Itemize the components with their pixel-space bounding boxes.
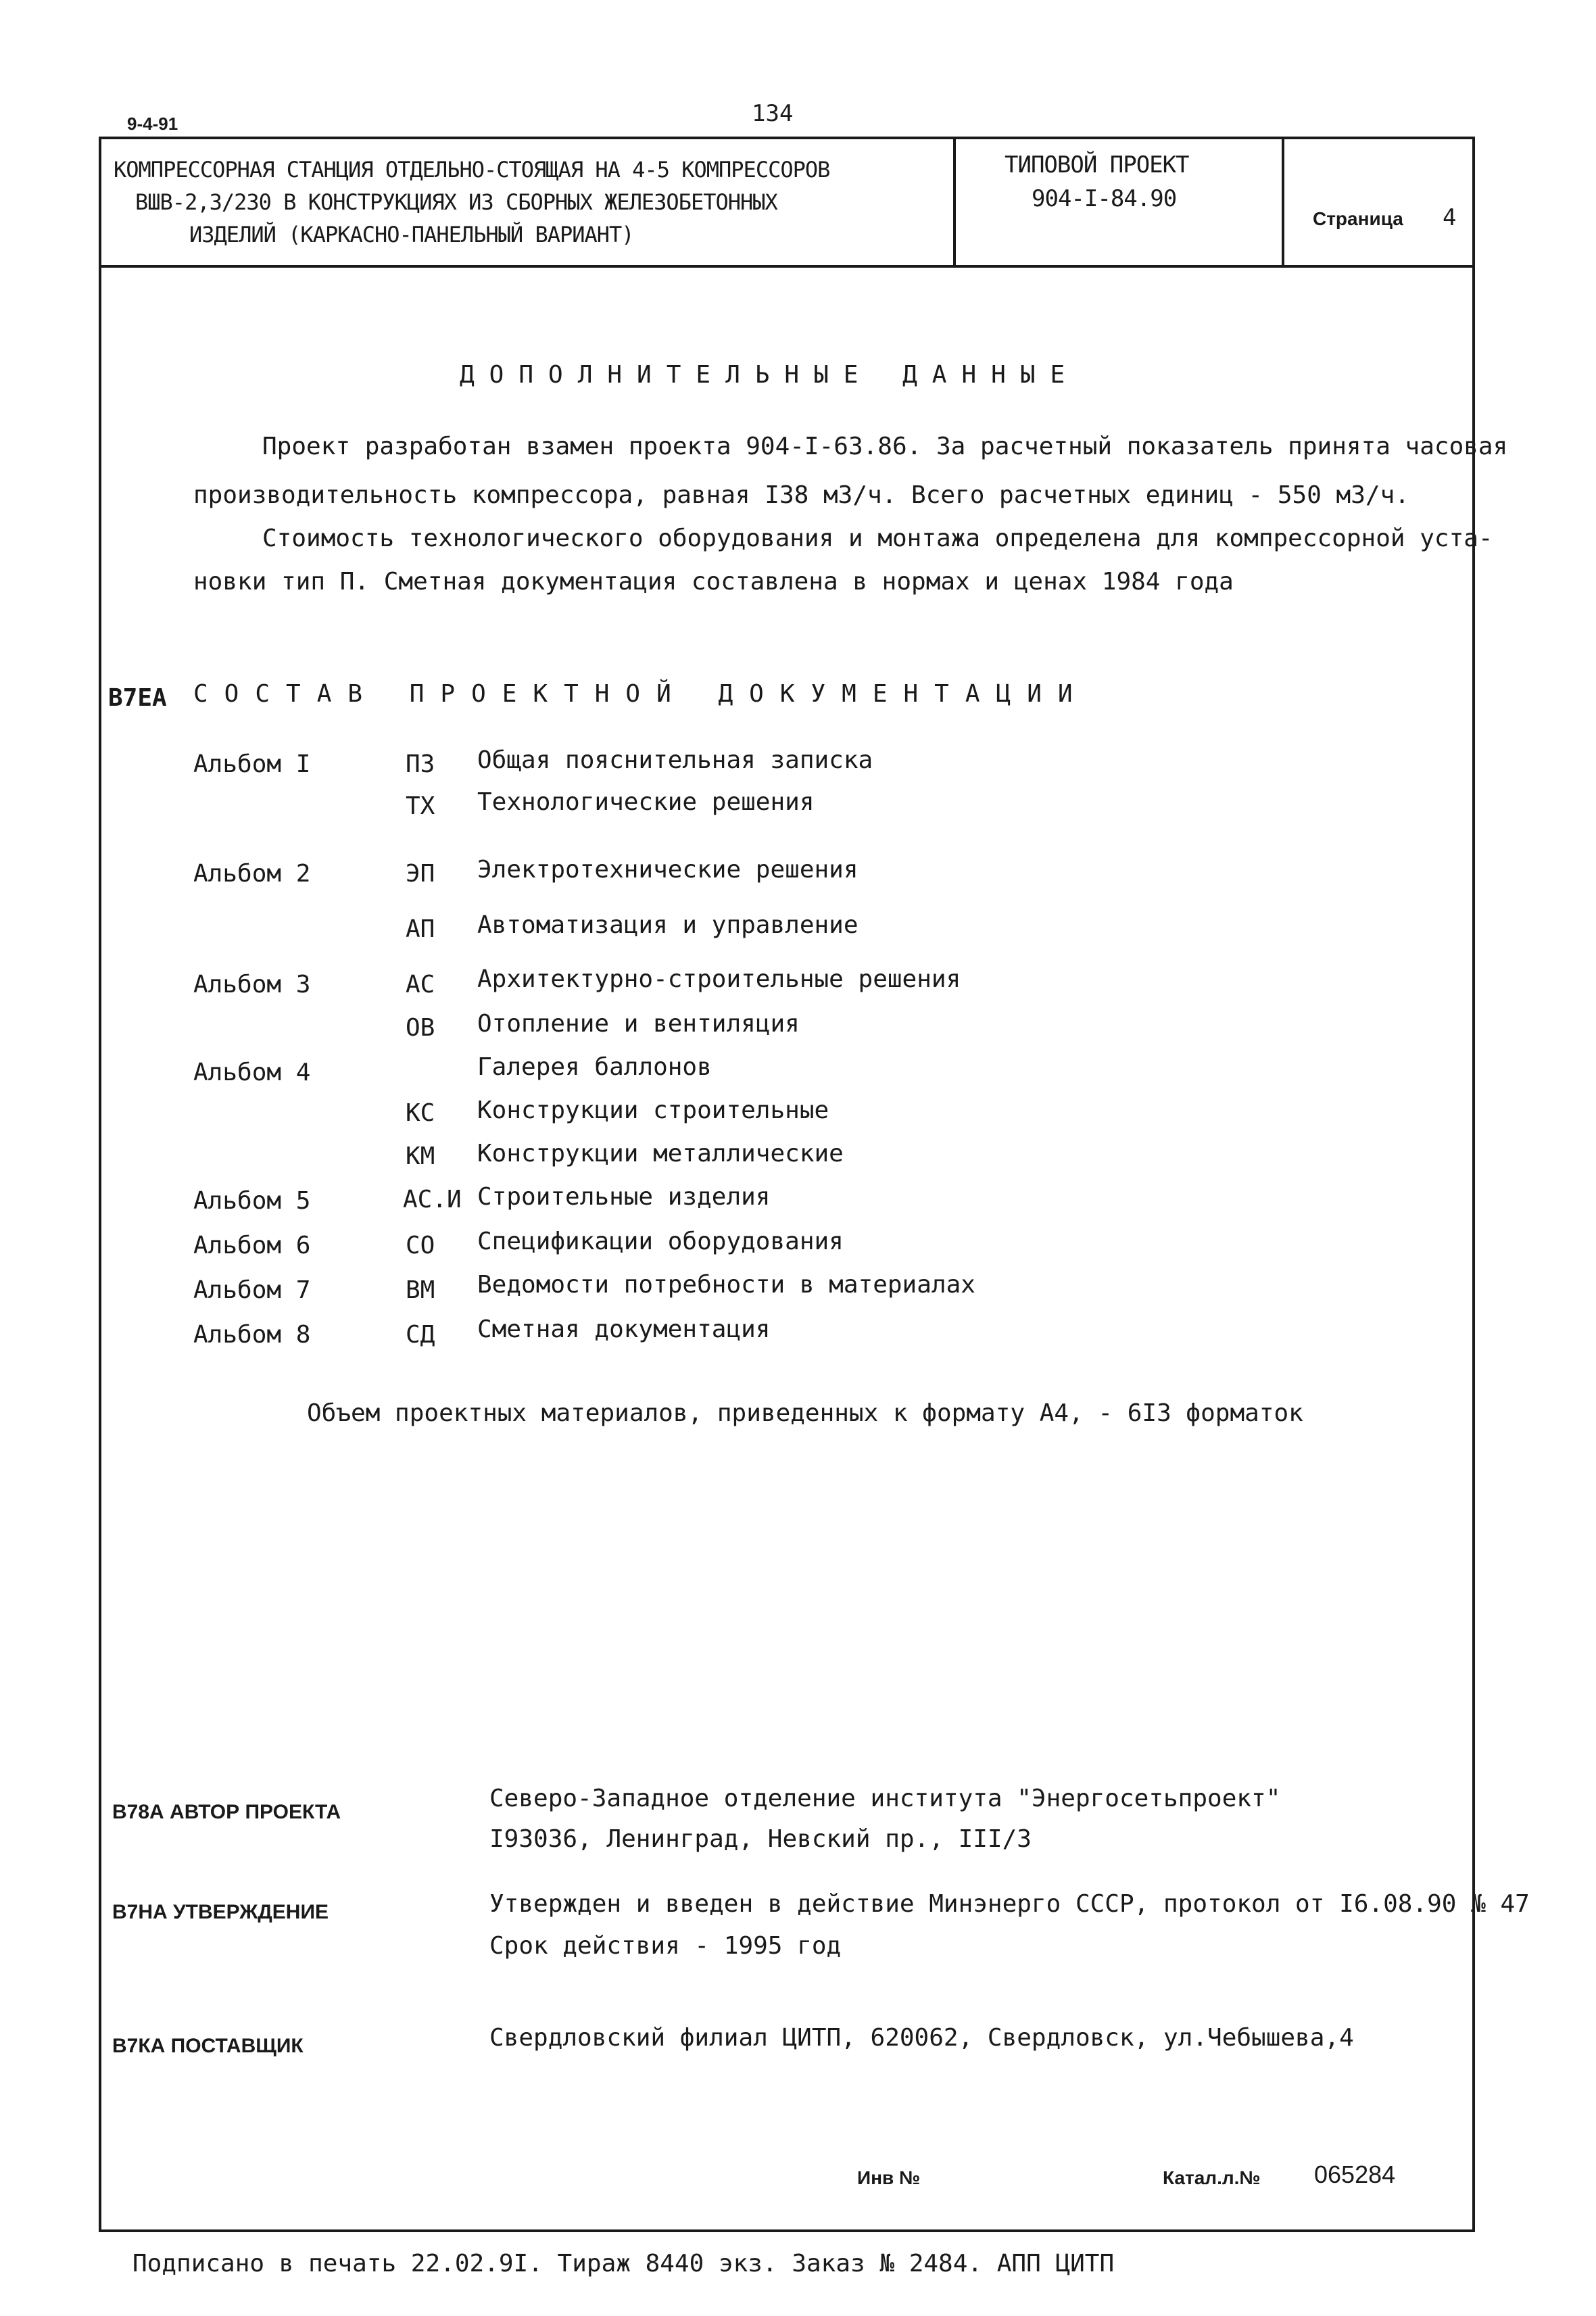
doc-code: ВМ xyxy=(406,1276,435,1304)
supplier-label: В7КА ПОСТАВЩИК xyxy=(112,2035,304,2057)
page-value: 4 xyxy=(1443,204,1456,231)
album-label: Альбом 2 xyxy=(193,860,311,888)
album-label: Альбом 6 xyxy=(193,1232,311,1259)
doc-code: ЭП xyxy=(406,860,435,888)
doc-code: ПЗ xyxy=(406,750,435,778)
doc-code: ТХ xyxy=(406,792,435,820)
additional-line-1: Проект разработан взамен проекта 904-I-63.86. За расчетный показатель принята часовая xyxy=(262,433,1508,460)
title-block-title xyxy=(101,139,956,265)
doc-description: Технологические решения xyxy=(477,788,815,816)
album-label: Альбом 3 xyxy=(193,971,311,998)
composition-heading: СОСТАВ ПРОЕКТНОЙ ДОКУМЕНТАЦИИ xyxy=(193,680,1089,708)
doc-description: Строительные изделия xyxy=(477,1183,771,1211)
print-imprint: Подписано в печать 22.02.9I. Тираж 8440 экз. Заказ № 2484. АПП ЦИТП xyxy=(132,2250,1115,2277)
doc-code: СО xyxy=(406,1232,435,1259)
composition-code: В7ЕА xyxy=(108,684,167,712)
doc-description: Спецификации оборудования xyxy=(477,1228,844,1255)
doc-code: АС xyxy=(406,971,435,998)
doc-description: Автоматизация и управление xyxy=(477,911,859,939)
author-label: В78А АВТОР ПРОЕКТА xyxy=(112,1801,341,1823)
album-label: Альбом 5 xyxy=(193,1187,311,1215)
doc-description: Конструкции металлические xyxy=(477,1140,844,1167)
doc-description: Электротехнические решения xyxy=(477,856,859,884)
approval-line-2: Срок действия - 1995 год xyxy=(489,1932,842,1960)
doc-code: АП xyxy=(406,915,435,943)
project-type-label: ТИПОВОЙ ПРОЕКТ xyxy=(1005,151,1189,178)
doc-description: Общая пояснительная записка xyxy=(477,746,873,774)
title-line-3: ИЗДЕЛИЙ (КАРКАСНО-ПАНЕЛЬНЫЙ ВАРИАНТ) xyxy=(189,222,634,247)
additional-data-heading: ДОПОЛНИТЕЛЬНЫЕ ДАННЫЕ xyxy=(460,361,1080,389)
additional-line-3: Стоимость технологического оборудования и монтажа определена для компрессорной уста- xyxy=(262,525,1493,552)
doc-code: КС xyxy=(406,1099,435,1127)
doc-description: Ведомости потребности в материалах xyxy=(477,1271,975,1299)
doc-code: АС.И xyxy=(403,1186,462,1213)
doc-description: Архитектурно-строительные решения xyxy=(477,965,961,993)
doc-code: СД xyxy=(406,1321,435,1349)
album-label: Альбом I xyxy=(193,750,311,778)
author-line-2: I93036, Ленинград, Невский пр., III/3 xyxy=(489,1825,1032,1853)
doc-description: Отопление и вентиляция xyxy=(477,1010,800,1038)
title-block xyxy=(99,137,1475,268)
doc-description: Сметная документация xyxy=(477,1316,771,1343)
project-number: 904-I-84.90 xyxy=(1032,185,1177,212)
album-label: Альбом 7 xyxy=(193,1276,311,1304)
page-label: Страница xyxy=(1313,208,1403,229)
sheet-number: 134 xyxy=(752,100,794,127)
doc-code: КМ xyxy=(406,1142,435,1170)
author-line-1: Северо-Западное отделение института "Энергосетьпроект" xyxy=(489,1785,1281,1812)
album-label: Альбом 8 xyxy=(193,1321,311,1349)
document-code-mark: 9-4-91 xyxy=(127,114,178,134)
additional-line-4: новки тип П. Сметная документация составлена в нормах и ценах 1984 года xyxy=(193,568,1234,596)
title-block-project xyxy=(956,139,1284,265)
doc-description: Конструкции строительные xyxy=(477,1096,829,1124)
inventory-number-label: Инв № xyxy=(857,2167,921,2188)
approval-line-1: Утвержден и введен в действие Минэнерго СССР, протокол от I6.08.90 № 47 xyxy=(489,1890,1530,1918)
additional-line-2: производительность компрессора, равная I38 м3/ч. Всего расчетных единиц - 550 м3/ч. xyxy=(193,481,1409,509)
approval-label: В7НА УТВЕРЖДЕНИЕ xyxy=(112,1901,329,1923)
supplier-line-1: Свердловский филиал ЦИТП, 620062, Свердловск, ул.Чебышева,4 xyxy=(489,2024,1354,2052)
catalog-sheet-value: 065284 xyxy=(1314,2161,1396,2188)
title-line-2: ВШВ-2,3/230 В КОНСТРУКЦИЯХ ИЗ СБОРНЫХ ЖЕЛЕЗОБЕТОННЫХ xyxy=(135,189,777,215)
title-line-1: КОМПРЕССОРНАЯ СТАНЦИЯ ОТДЕЛЬНО-СТОЯЩАЯ НА 4-5 КОМПРЕССОРОВ xyxy=(114,157,830,183)
volume-statement: Объем проектных материалов, приведенных к формату А4, - 6I3 форматок xyxy=(307,1399,1303,1427)
doc-code: ОВ xyxy=(406,1014,435,1042)
album-label: Альбом 4 xyxy=(193,1059,311,1086)
title-block-page xyxy=(1284,139,1475,265)
catalog-sheet-label: Катал.л.№ xyxy=(1163,2167,1261,2188)
doc-description: Галерея баллонов xyxy=(477,1053,712,1081)
